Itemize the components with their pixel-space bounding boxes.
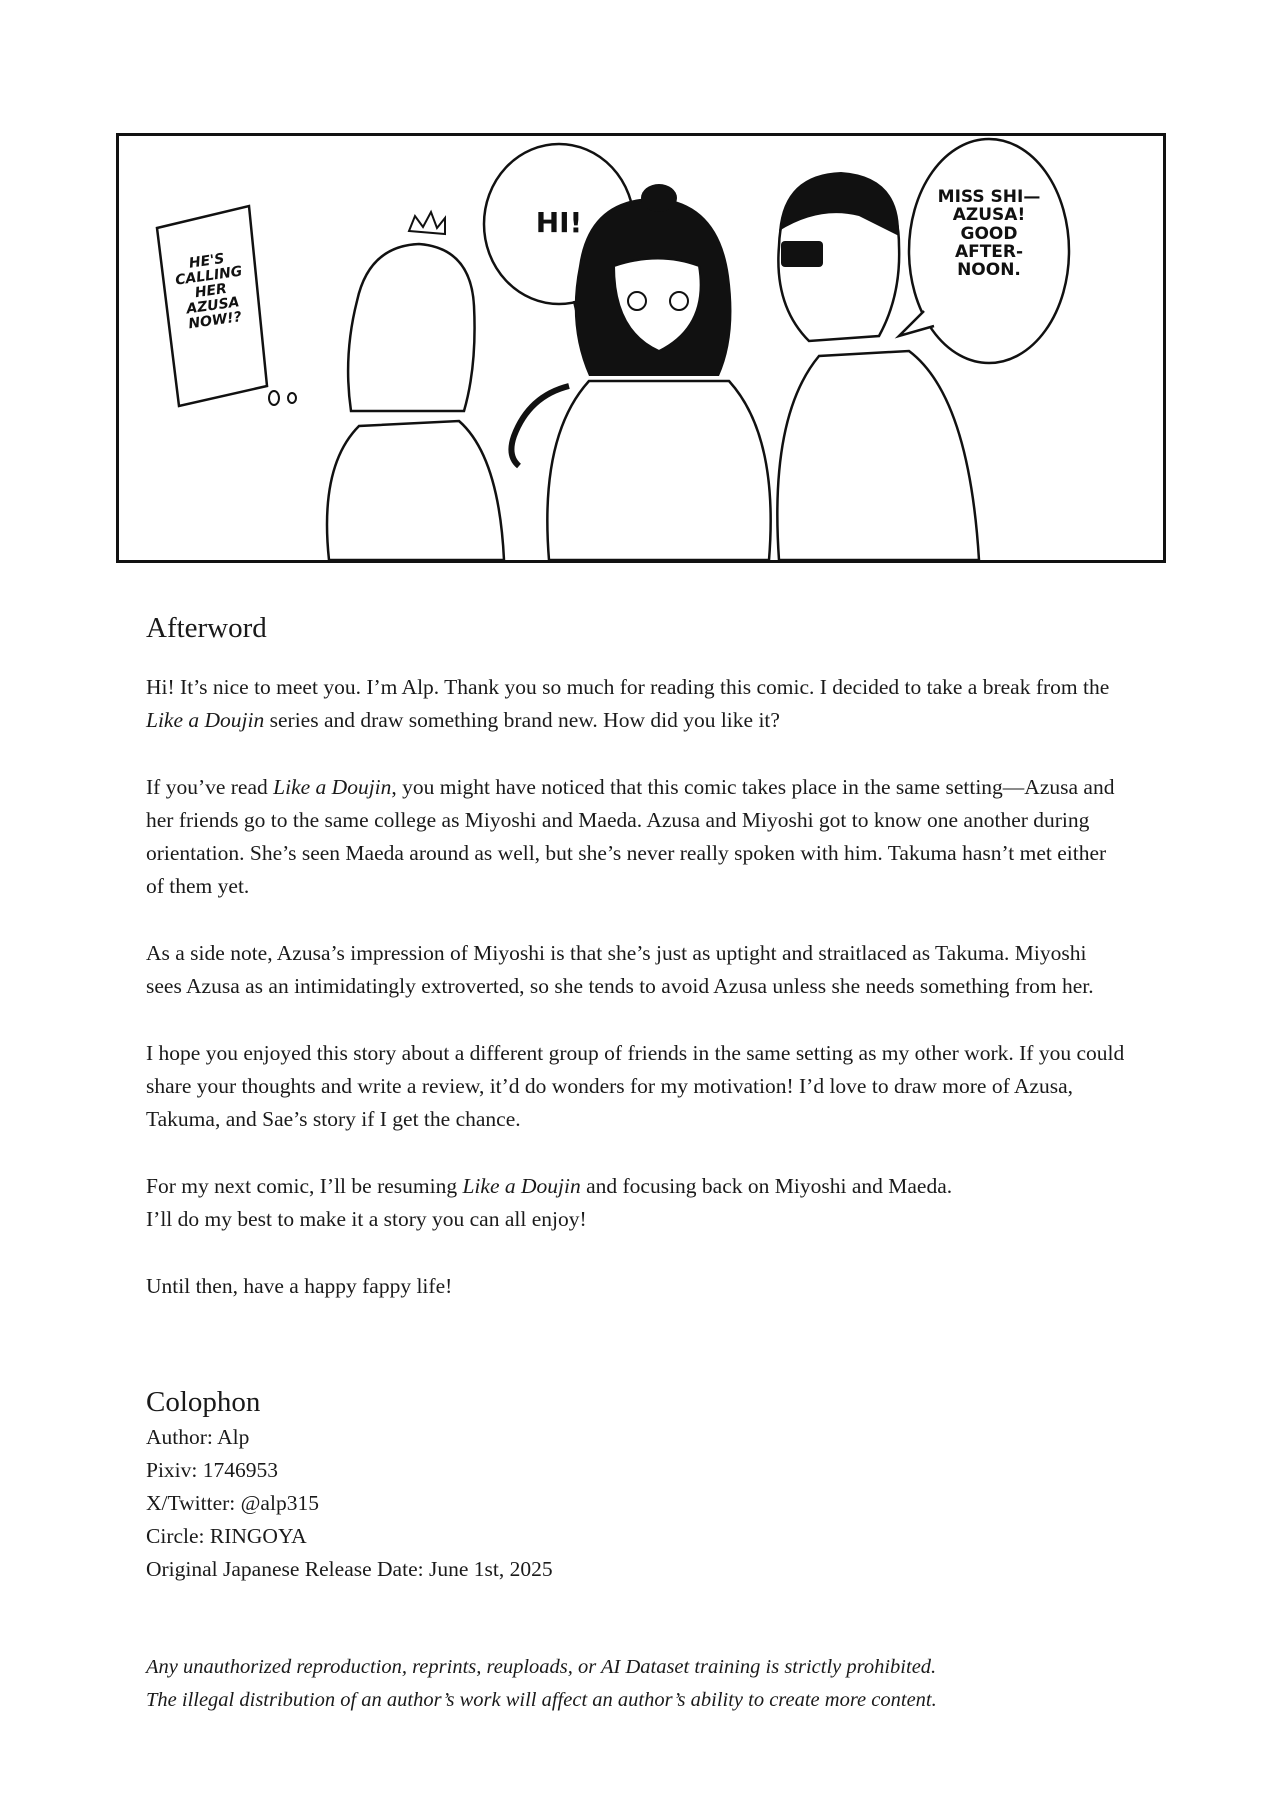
man-glasses <box>781 241 823 267</box>
colophon-heading: Colophon <box>146 1386 261 1418</box>
colophon-section <box>146 1386 553 1586</box>
copyright-notice <box>146 1651 937 1717</box>
notice-line-2: The illegal distribution of an author’s work will affect an author’s ability to create more content. <box>146 1689 937 1711</box>
crown-mark <box>409 212 445 234</box>
comic-panel <box>116 133 1166 563</box>
afterword-paragraph-3: As a side note, Azusa’s impression of Miyoshi is that she’s just as uptight and straitlaced as Takuma. Miyoshi sees Azusa as an intimidatingly extroverted, so she tends to avoid Azusa unless she needs something from her. <box>146 941 1094 998</box>
afterword-paragraph-4: I hope you enjoyed this story about a different group of friends in the same setting as my other work. If you could share your thoughts and write a review, it’d do wonders for my motivation! I’d love to draw more of Azusa, Takuma, and Sae’s story if I get the chance. <box>146 1041 1125 1131</box>
afterword-paragraph-5: For my next comic, I’ll be resuming Like a Doujin and focusing back on Miyoshi and Maeda. I’ll do my best to make it a story you can all enjoy! <box>146 1174 953 1231</box>
bubble-text-center: HI! <box>535 206 583 239</box>
colophon-author: Author: Alp <box>146 1425 250 1449</box>
girl-back-body <box>327 421 504 560</box>
colophon-pixiv: Pixiv: 1746953 <box>146 1458 279 1482</box>
afterword-paragraph-2: If you’ve read Like a Doujin, you might have noticed that this comic takes place in the same setting—Azusa and her friends go to the same college as Miyoshi and Maeda. Azusa and Miyoshi got to know one another during orientation. She’s seen Maeda around as well, but she’s never really spoken with him. Takuma hasn’t met either of them yet. <box>146 775 1115 898</box>
notice-line-1: Any unauthorized reproduction, reprints, reuploads, or AI Dataset training is strictly prohibited. <box>146 1656 937 1678</box>
bubble-text-left: HE'S CALLING HER AZUSA NOW!? <box>174 250 244 333</box>
afterword-paragraph-6: Until then, have a happy fappy life! <box>146 1274 453 1298</box>
colophon-twitter: X/Twitter: @alp315 <box>146 1491 319 1515</box>
afterword-paragraph-1: Hi! It’s nice to meet you. I’m Alp. Thank you so much for reading this comic. I decided to take a break from the Like a Doujin series and draw something brand new. How did you like it? <box>146 675 1110 732</box>
afterword-heading: Afterword <box>146 612 267 644</box>
girl-back-hair <box>348 244 474 411</box>
colophon-release-date: Original Japanese Release Date: June 1st, 2025 <box>146 1557 553 1581</box>
colophon-circle: Circle: RINGOYA <box>146 1524 307 1548</box>
afterword-section <box>146 612 1126 1337</box>
girl-center-body <box>547 381 770 560</box>
bubble-text-right: MISS SHI— AZUSA! GOOD AFTER- NOON. <box>937 187 1041 281</box>
man-body <box>777 351 979 560</box>
